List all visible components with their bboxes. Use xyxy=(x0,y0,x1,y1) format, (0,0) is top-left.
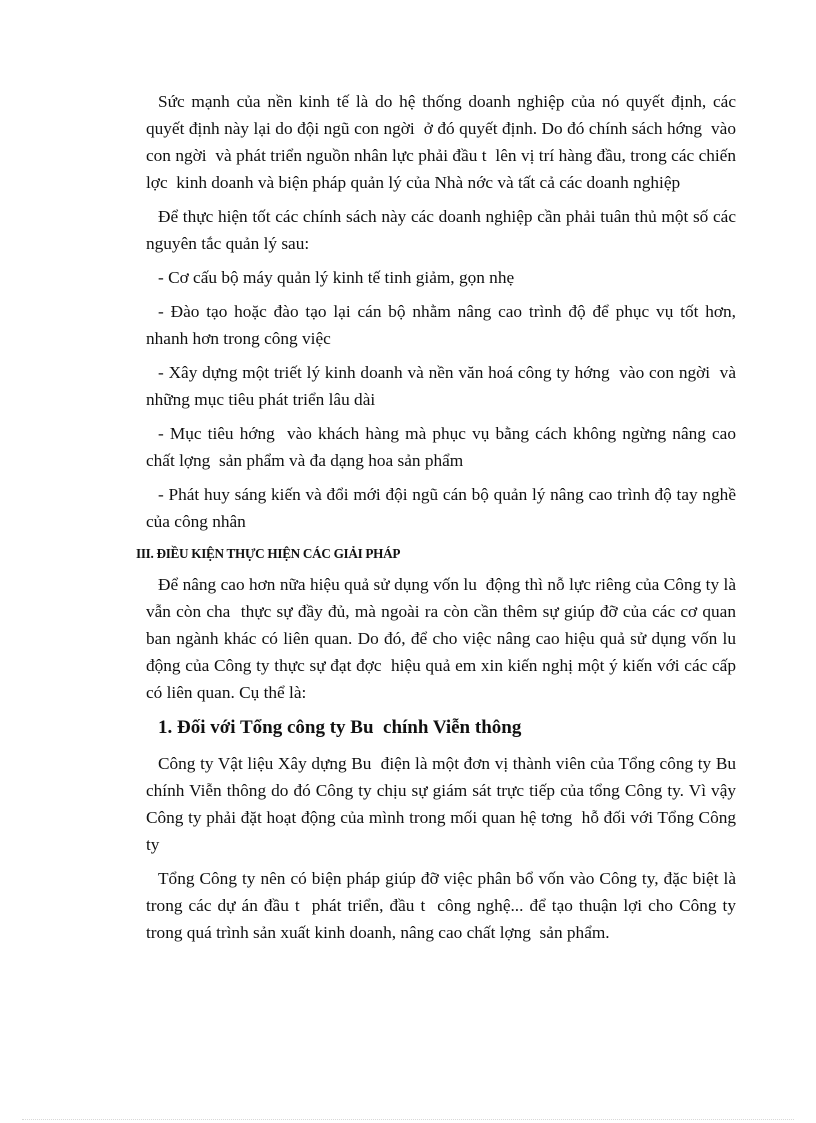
paragraph: Để nâng cao hơn nữa hiệu quả sử dụng vốn lu động thì nỗ lực riêng của Công ty là vẫn còn cha thực sự đầy đủ, mà ngoài ra còn cần thêm sự giúp đỡ của các cơ quan ban ngành khác có liên quan. Do đó, để cho việc nâng cao hiệu quả sử dụng vốn lu động của Công ty thực sự đạt đợc hiệu quả em xin kiến nghị một ý kiến với các cấp có liên quan. Cụ thể là: xyxy=(146,575,745,702)
sub-heading: 1. Đối với Tổng công ty Bu chính Viễn thông xyxy=(158,717,522,738)
section-heading: III. ĐIỀU KIỆN THỰC HIỆN CÁC GIẢI PHÁP xyxy=(136,546,401,561)
list-item: - Đào tạo hoặc đào tạo lại cán bộ nhằm nâng cao trình độ để phục vụ tốt hơn, nhanh hơn trong công việc xyxy=(146,302,741,348)
list-item: - Cơ cấu bộ máy quản lý kinh tế tinh giảm, gọn nhẹ xyxy=(158,268,515,287)
paragraph: Tổng Công ty nên có biện pháp giúp đỡ việc phân bổ vốn vào Công ty, đặc biệt là trong các dự án đầu t phát triển, đầu t công nghệ... để tạo thuận lợi cho Công ty trong quá trình sản xuất kinh doanh, nâng cao chất lợng sản phẩm. xyxy=(146,869,741,942)
list-item: - Mục tiêu hớng vào khách hàng mà phục vụ bằng cách không ngừng nâng cao chất lợng sản phẩm và đa dạng hoa sản phẩm xyxy=(146,424,741,470)
list-item: - Phát huy sáng kiến và đổi mới đội ngũ cán bộ quản lý nâng cao trình độ tay nghề của công nhân xyxy=(146,485,741,531)
footer-divider xyxy=(22,1119,794,1120)
paragraph: Để thực hiện tốt các chính sách này các doanh nghiệp cần phải tuân thủ một số các nguyên tắc quản lý sau: xyxy=(146,207,741,253)
paragraph: Sức mạnh của nền kinh tế là do hệ thống doanh nghiệp của nó quyết định, các quyết định này lại do đội ngũ con ngời ở đó quyết định. Do đó chính sách hớng vào con ngời và phát triển nguồn nhân lực phải đầu t lên vị trí hàng đầu, trong các chiến lợc kinh doanh và biện pháp quản lý của Nhà nớc và tất cả các doanh nghiệp xyxy=(146,92,741,192)
document-body xyxy=(136,88,745,953)
paragraph: Công ty Vật liệu Xây dựng Bu điện là một đơn vị thành viên của Tổng công ty Bu chính Viễn thông do đó Công ty chịu sự giám sát trực tiếp của tổng Công ty. Vì vậy Công ty phải đặt hoạt động của mình trong mối quan hệ tơng hỗ đối với Tổng Công ty xyxy=(146,754,745,854)
list-item: - Xây dựng một triết lý kinh doanh và nền văn hoá công ty hớng vào con ngời và những mục tiêu phát triển lâu dài xyxy=(146,363,741,409)
